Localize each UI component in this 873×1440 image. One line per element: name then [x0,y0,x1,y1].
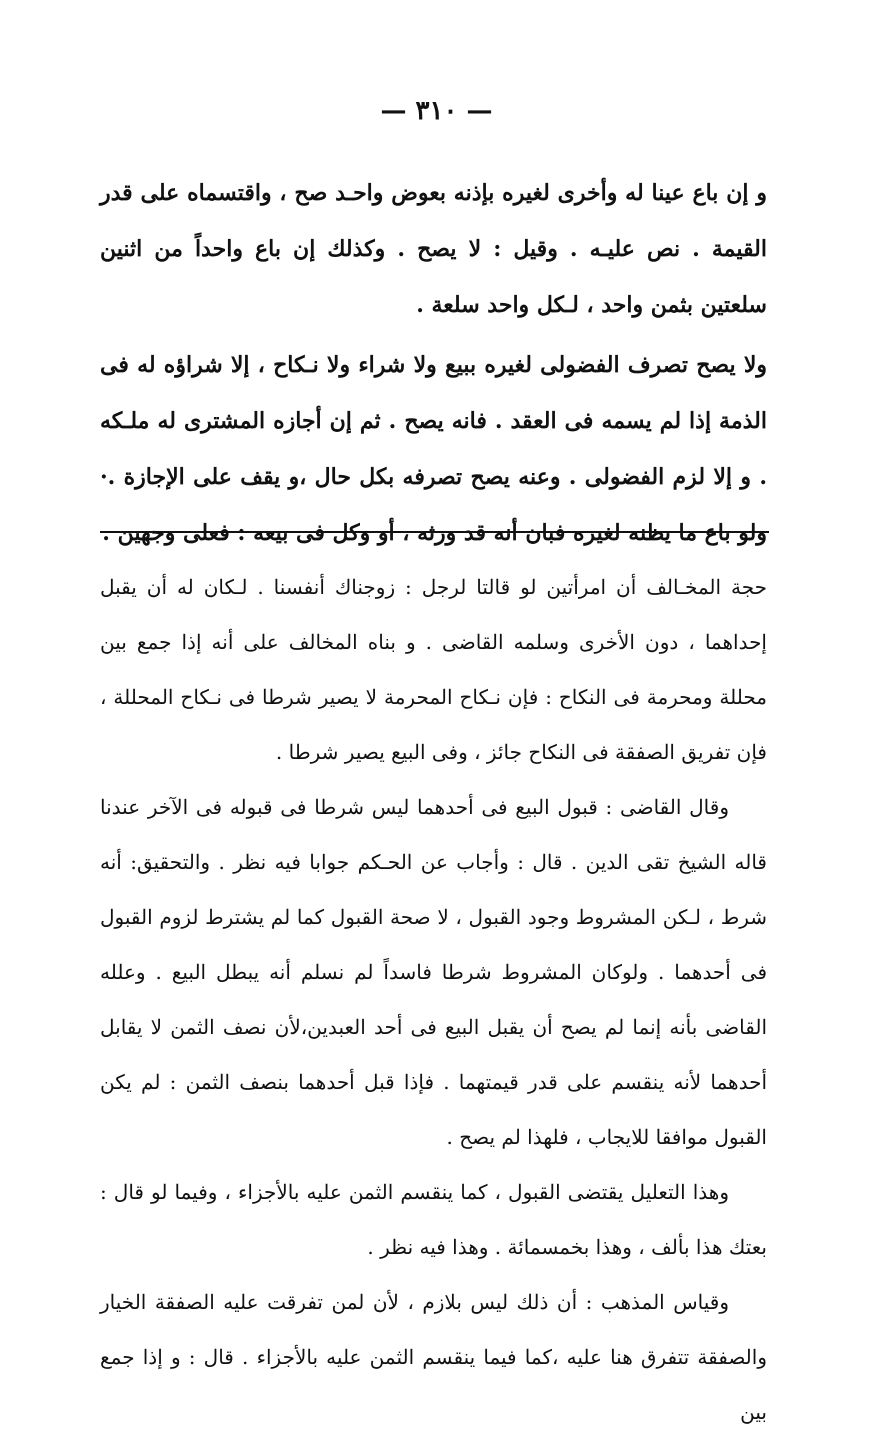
main-paragraph: و إن باع عينا له وأخرى لغيره بإذنه بعوض واحـد صح ، واقتسماه على قدر القيمة . نص عليـه . وقيل : لا يصح . وكذلك إن باع واحداً من اثنين سلعتين بثمن واحد ، لـكل واحد سلعة . [100,180,767,318]
footnote-body [100,560,767,1440]
footnote-separator-line [100,531,769,533]
main-paragraph: ولا يصح تصرف الفضولى لغيره ببيع ولا شراء ولا نـكاح ، إلا شراؤه له فى الذمة إذا لم يسمه فى العقد . فانه يصح . ثم إن أجازه المشترى له ملـكه . و إلا لزم الفضولى . وعنه يصح تصرفه بكل حال ،و يقف على الإجازة .· ولو باع ما يظنه لغيره فبان أنه قد ورثه ، أو وكل فى بيعه : فعلى وجهين . [100,352,767,546]
footnote-paragraph: وهذا التعليل يقتضى القبول ، كما ينقسم الثمن عليه بالأجزاء ، وفيما لو قال : بعتك هذا بألف ، وهذا بخمسمائة . وهذا فيه نظر . [100,1180,767,1259]
footnote-paragraph: وقياس المذهب : أن ذلك ليس بلازم ، لأن لمن تفرقت عليه الصفقة الخيار والصفقة تتفرق هنا عليه ،كما فيما ينقسم الثمن عليه بالأجزاء . قال : و إذا جمع بين [100,1290,767,1424]
main-text-body [100,165,767,561]
page-number: — ٣١٠ — [380,96,493,126]
footnote-paragraph: وقال القاضى : قبول البيع فى أحدهما ليس شرطا فى قبوله فى الآخر عندنا قاله الشيخ تقى الدين . قال : وأجاب عن الحـكم جوابا فيه نظر . والتحقيق: أنه شرط ، لـكن المشروط وجود القبول ، لا صحة القبول كما لم يشترط لزوم القبول فى أحدهما . ولوكان المشروط شرطا فاسداً لم نسلم أنه يبطل البيع . وعلله القاضى بأنه إنما لم يصح أن يقبل البيع فى أحد العبدين،لأن نصف الثمن لا يقابل أحدهما لأنه ينقسم على قدر قيمتهما . فإذا قبل أحدهما بنصف الثمن : لم يكن القبول موافقا للايجاب ، فلهذا لم يصح . [100,795,768,1149]
footnote-paragraph: حجة المخـالف أن امرأتين لو قالتا لرجل : زوجناك أنفسنا . لـكان له أن يقبل إحداهما ، دون الأخرى وسلمه القاضى . و بناه المخالف على أنه إذا جمع بين محللة ومحرمة فى النكاح : فإن نـكاح المحرمة لا يصير شرطا فى نـكاح المحللة ، فإن تفريق الصفقة فى النكاح جائز ، وفى البيع يصير شرطا . [100,575,767,764]
